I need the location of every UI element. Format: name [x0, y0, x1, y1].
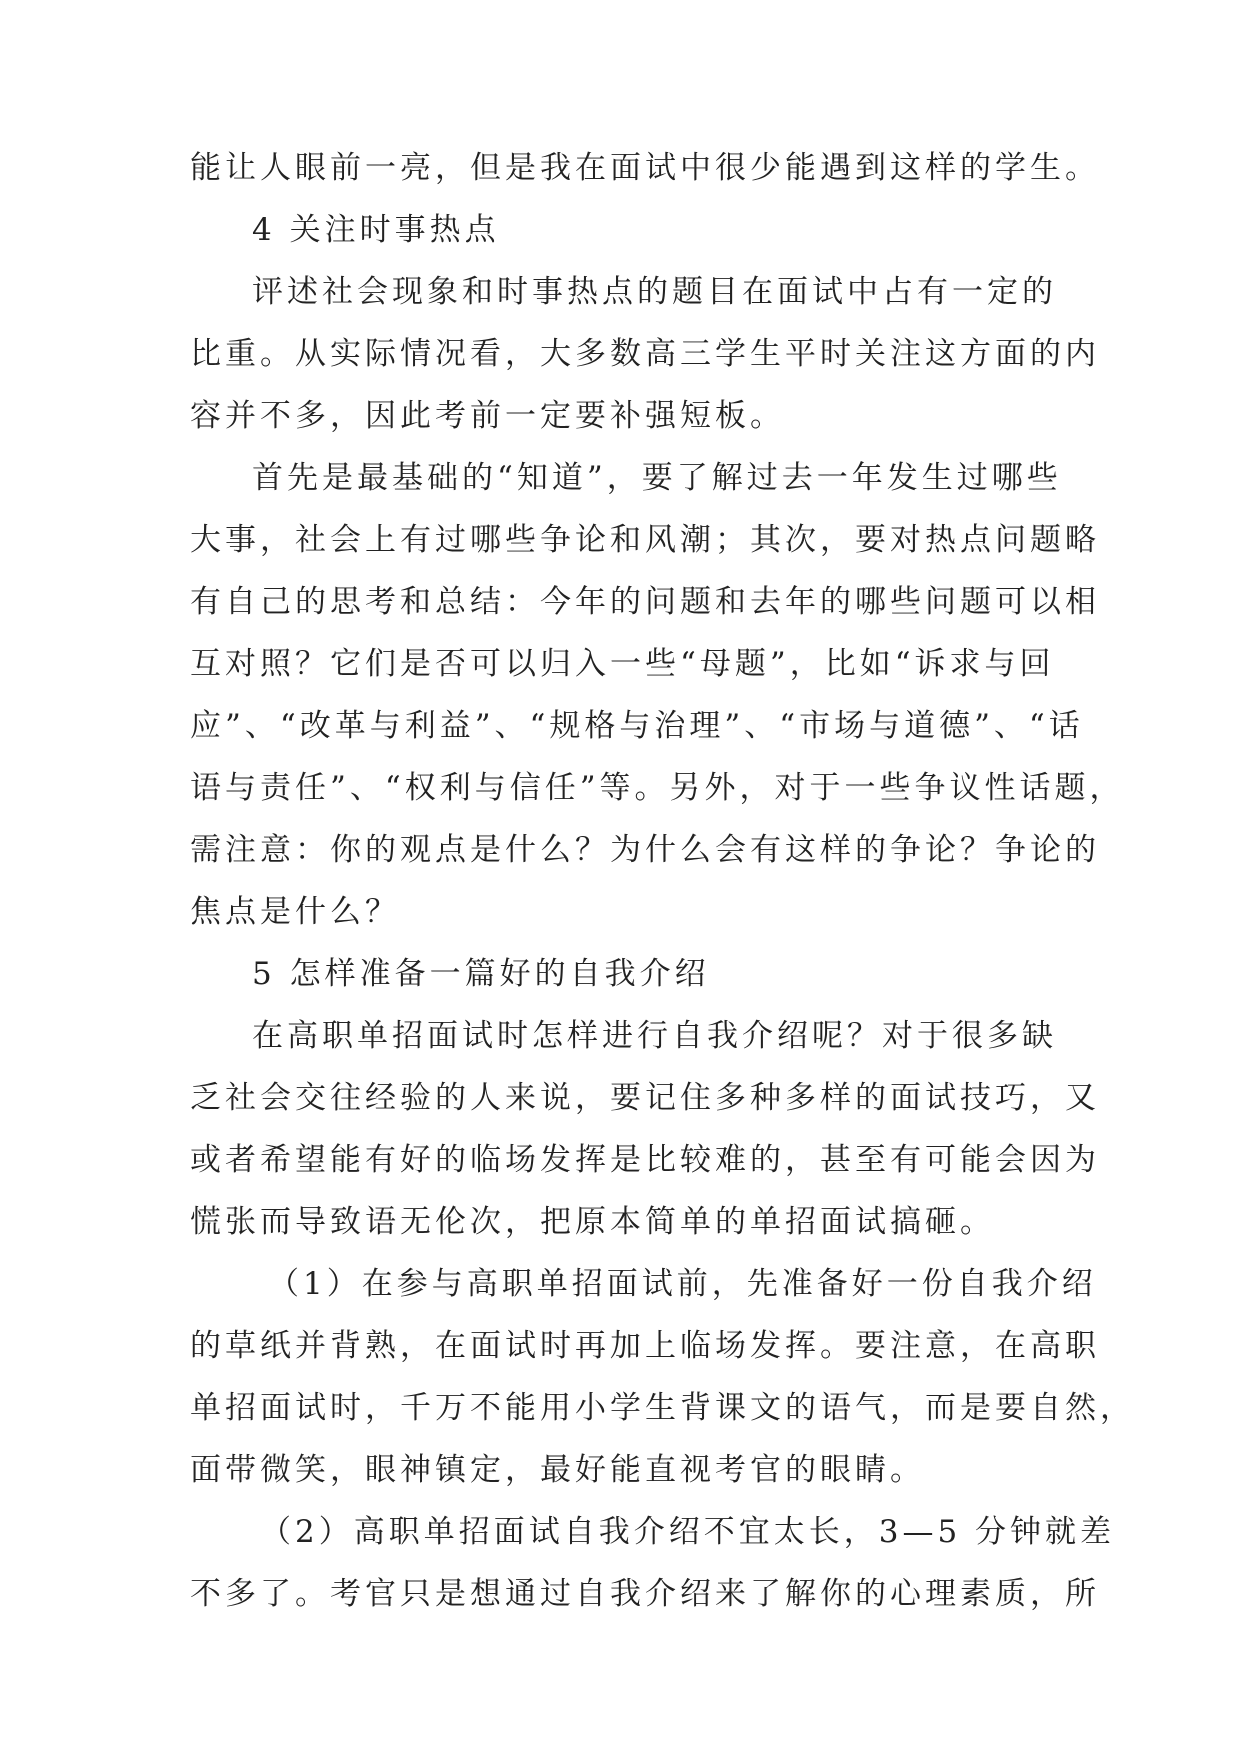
text-line: 互对照？它们是否可以归入一些“母题”，比如“诉求与回 [190, 646, 1055, 682]
text-line: 比重。从实际情况看，大多数高三学生平时关注这方面的内 [190, 336, 1100, 372]
text-line: 语与责任”、“权利与信任”等。另外，对于一些争议性话题， [190, 770, 1125, 806]
text-line: 的草纸并背熟，在面试时再加上临场发挥。要注意，在高职 [190, 1328, 1100, 1364]
text-line: 面带微笑，眼神镇定，最好能直视考官的眼睛。 [190, 1452, 925, 1488]
text-line: 有自己的思考和总结：今年的问题和去年的哪些问题可以相 [190, 584, 1100, 620]
text-line: 单招面试时，千万不能用小学生背课文的语气，而是要自然， [190, 1390, 1135, 1426]
text-line: 不多了。考官只是想通过自我介绍来了解你的心理素质，所 [190, 1576, 1100, 1612]
section-heading: 5 怎样准备一篇好的自我介绍 [252, 956, 710, 992]
text-line: （1）在参与高职单招面试前，先准备好一份自我介绍 [268, 1266, 1097, 1302]
text-line: 首先是最基础的“知道”，要了解过去一年发生过哪些 [252, 460, 1062, 496]
text-line: 或者希望能有好的临场发挥是比较难的，甚至有可能会因为 [190, 1142, 1100, 1178]
text-line: 慌张而导致语无伦次，把原本简单的单招面试搞砸。 [190, 1204, 995, 1240]
text-line: 在高职单招面试时怎样进行自我介绍呢？对于很多缺 [252, 1018, 1057, 1054]
text-line: 需注意：你的观点是什么？为什么会有这样的争论？争论的 [190, 832, 1100, 868]
text-line: 大事，社会上有过哪些争论和风潮；其次，要对热点问题略 [190, 522, 1100, 558]
section-heading: 4 关注时事热点 [252, 212, 500, 248]
text-line: 能让人眼前一亮，但是我在面试中很少能遇到这样的学生。 [190, 150, 1100, 186]
text-line: （2）高职单招面试自我介绍不宜太长，3—5 分钟就差 [260, 1514, 1116, 1550]
text-line: 应”、“改革与利益”、“规格与治理”、“市场与道德”、“话 [190, 708, 1084, 744]
text-line: 容并不多，因此考前一定要补强短板。 [190, 398, 785, 434]
text-line: 焦点是什么？ [190, 894, 400, 930]
text-line: 乏社会交往经验的人来说，要记住多种多样的面试技巧，又 [190, 1080, 1100, 1116]
text-line: 评述社会现象和时事热点的题目在面试中占有一定的 [252, 274, 1057, 310]
body-text [190, 137, 1135, 1625]
